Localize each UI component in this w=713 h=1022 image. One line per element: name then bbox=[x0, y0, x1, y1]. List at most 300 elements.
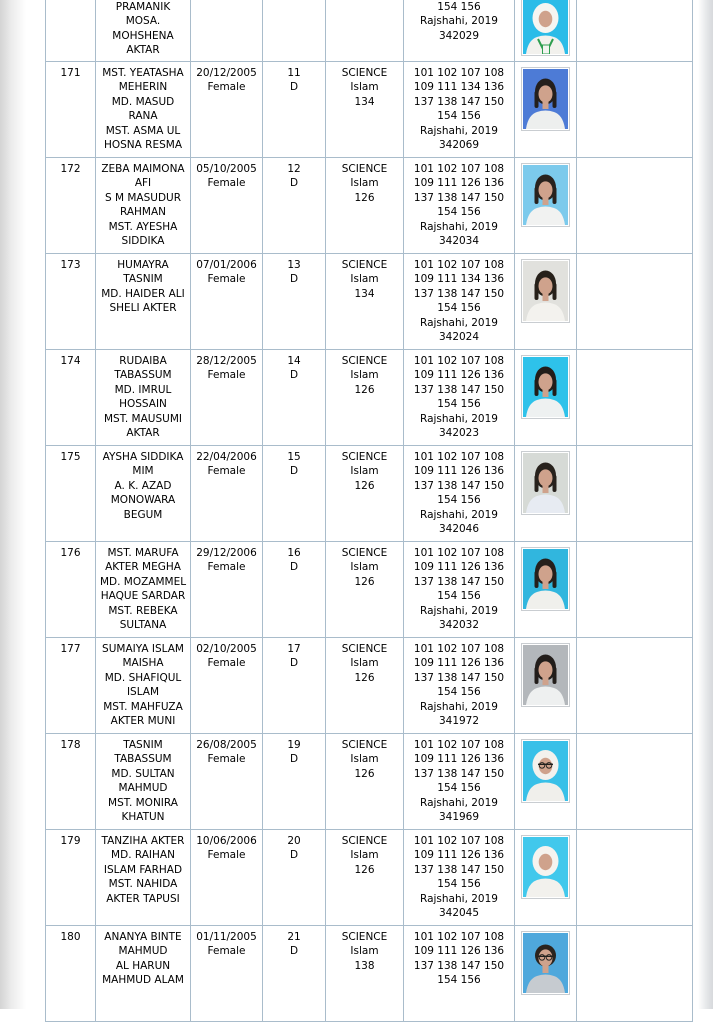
name-line: MST. MAHFUZA bbox=[103, 700, 183, 713]
student-photo bbox=[521, 451, 570, 515]
serial-number: 174 bbox=[60, 355, 81, 367]
subject-codes-line: 342034 bbox=[438, 235, 480, 248]
empty-cell bbox=[577, 0, 693, 62]
photo-cell bbox=[515, 542, 577, 638]
section: D bbox=[289, 81, 299, 94]
subjects-cell bbox=[404, 926, 515, 1022]
roll-section-cell bbox=[263, 638, 326, 734]
dob-gender-cell bbox=[191, 350, 263, 446]
subject-codes-line: 101 102 107 108 bbox=[413, 67, 505, 79]
roll-number: 16 bbox=[287, 547, 301, 559]
dob-gender-cell bbox=[191, 62, 263, 158]
group-name: SCIENCE bbox=[341, 355, 388, 367]
religion: Islam bbox=[350, 177, 379, 190]
group-cell bbox=[326, 350, 404, 446]
subject-codes-line: Rajshahi, 2019 bbox=[420, 15, 498, 28]
name-cell bbox=[96, 0, 191, 62]
subject-codes-line: 342023 bbox=[438, 427, 480, 440]
subjects-cell bbox=[404, 830, 515, 926]
subject-codes-line: Rajshahi, 2019 bbox=[420, 604, 498, 617]
subject-codes-line: 109 111 126 136 bbox=[413, 849, 505, 862]
empty-cell bbox=[577, 254, 693, 350]
subject-codes-line: 137 138 147 150 bbox=[413, 863, 505, 876]
date-of-birth: 07/01/2006 bbox=[196, 259, 257, 271]
gender: Female bbox=[207, 849, 246, 862]
serial-number: 172 bbox=[60, 163, 81, 175]
dob-gender-cell bbox=[191, 830, 263, 926]
subject-codes-line: 109 111 134 136 bbox=[413, 273, 505, 286]
subject-codes-line: 137 138 147 150 bbox=[413, 671, 505, 684]
name-line: MOSA. bbox=[125, 15, 161, 28]
subject-codes-line: Rajshahi, 2019 bbox=[420, 508, 498, 521]
group-name: SCIENCE bbox=[341, 451, 388, 463]
empty-cell bbox=[577, 542, 693, 638]
group-code: 126 bbox=[354, 767, 375, 780]
gender: Female bbox=[207, 561, 246, 574]
empty-cell bbox=[577, 830, 693, 926]
gender: Female bbox=[207, 369, 246, 382]
table-row bbox=[46, 734, 693, 830]
empty-cell bbox=[577, 158, 693, 254]
subject-codes-line: 137 138 147 150 bbox=[413, 95, 505, 108]
student-photo bbox=[521, 0, 570, 56]
name-line: RANA bbox=[128, 110, 158, 123]
table-row bbox=[46, 830, 693, 926]
section: D bbox=[289, 465, 299, 478]
roll-number: 20 bbox=[287, 835, 301, 847]
group-cell bbox=[326, 830, 404, 926]
name-line: MONOWARA bbox=[110, 494, 176, 507]
name-line: SHELI AKTER bbox=[109, 302, 177, 315]
name-cell bbox=[96, 926, 191, 1022]
gender: Female bbox=[207, 465, 246, 478]
table-row bbox=[46, 0, 693, 62]
roll-section-cell bbox=[263, 158, 326, 254]
subject-codes-line: 101 102 107 108 bbox=[413, 259, 505, 271]
photo-cell bbox=[515, 254, 577, 350]
name-line: MAISHA bbox=[122, 657, 164, 670]
photo-cell bbox=[515, 0, 577, 62]
table-row bbox=[46, 254, 693, 350]
name-line: SUMAIYA ISLAM bbox=[102, 643, 184, 655]
subject-codes-line: 154 156 bbox=[437, 686, 481, 699]
name-line: AKTER MEGHA bbox=[105, 561, 181, 574]
serial-number: 176 bbox=[60, 547, 81, 559]
photo-cell bbox=[515, 830, 577, 926]
name-line: MST. AYESHA bbox=[108, 220, 178, 233]
name-cell bbox=[96, 542, 191, 638]
roll-number: 11 bbox=[287, 67, 301, 79]
name-line: MD. RAIHAN bbox=[111, 849, 175, 862]
student-photo bbox=[521, 931, 570, 995]
name-line: ZEBA MAIMONA bbox=[101, 163, 185, 175]
section: D bbox=[289, 945, 299, 958]
subject-codes-line: 101 102 107 108 bbox=[413, 643, 505, 655]
name-line: MD. IMRUL bbox=[114, 383, 172, 396]
subject-codes-line: 109 111 126 136 bbox=[413, 369, 505, 382]
group-cell bbox=[326, 0, 404, 62]
religion: Islam bbox=[350, 945, 379, 958]
religion: Islam bbox=[350, 849, 379, 862]
serial-cell bbox=[46, 734, 96, 830]
empty-cell bbox=[577, 446, 693, 542]
photo-cell bbox=[515, 62, 577, 158]
photo-cell bbox=[515, 926, 577, 1022]
subject-codes-line: 342032 bbox=[438, 619, 480, 632]
serial-cell bbox=[46, 446, 96, 542]
subject-codes-line: 154 156 bbox=[437, 110, 481, 123]
name-line: TANZIHA AKTER bbox=[101, 835, 185, 847]
serial-cell bbox=[46, 158, 96, 254]
name-line: MST. REBEKA bbox=[108, 604, 178, 617]
roll-section-cell bbox=[263, 0, 326, 62]
subject-codes-line: 109 111 126 136 bbox=[413, 561, 505, 574]
subject-codes-line: 342069 bbox=[438, 139, 480, 152]
subject-codes-line: 341972 bbox=[438, 715, 480, 728]
empty-cell bbox=[577, 350, 693, 446]
serial-cell bbox=[46, 0, 96, 62]
name-line: PRAMANIK bbox=[115, 1, 171, 13]
subjects-cell bbox=[404, 734, 515, 830]
roll-section-cell bbox=[263, 254, 326, 350]
group-cell bbox=[326, 638, 404, 734]
student-photo bbox=[521, 739, 570, 803]
subject-codes-line: 101 102 107 108 bbox=[413, 835, 505, 847]
serial-number: 177 bbox=[60, 643, 81, 655]
name-line: TABASSUM bbox=[114, 369, 172, 382]
roll-section-cell bbox=[263, 734, 326, 830]
photo-cell bbox=[515, 446, 577, 542]
name-line: AKTER TAPUSI bbox=[106, 892, 180, 905]
section: D bbox=[289, 561, 299, 574]
religion: Islam bbox=[350, 465, 379, 478]
roll-number: 19 bbox=[287, 739, 301, 751]
subject-codes-line: 101 102 107 108 bbox=[413, 931, 505, 943]
page-left-shadow bbox=[0, 0, 26, 1009]
serial-number: 179 bbox=[60, 835, 81, 847]
group-code: 134 bbox=[354, 287, 375, 300]
name-line: AFI bbox=[134, 177, 152, 190]
roll-section-cell bbox=[263, 926, 326, 1022]
gender: Female bbox=[207, 177, 246, 190]
roll-number: 17 bbox=[287, 643, 301, 655]
group-code: 126 bbox=[354, 383, 375, 396]
section: D bbox=[289, 369, 299, 382]
group-name: SCIENCE bbox=[341, 835, 388, 847]
name-line: MST. YEATASHA bbox=[102, 67, 184, 79]
name-line: MIM bbox=[132, 465, 154, 478]
subject-codes-line: 137 138 147 150 bbox=[413, 287, 505, 300]
students-table bbox=[45, 0, 693, 1022]
empty-cell bbox=[577, 734, 693, 830]
section: D bbox=[289, 273, 299, 286]
group-code: 126 bbox=[354, 191, 375, 204]
roll-section-cell bbox=[263, 830, 326, 926]
name-line: AYSHA SIDDIKA bbox=[102, 451, 184, 463]
gender: Female bbox=[207, 273, 246, 286]
name-line: MOHSHENA bbox=[112, 29, 174, 42]
name-cell bbox=[96, 62, 191, 158]
student-photo bbox=[521, 643, 570, 707]
group-name: SCIENCE bbox=[341, 163, 388, 175]
group-name: SCIENCE bbox=[341, 67, 388, 79]
name-line: S M MASUDUR bbox=[104, 191, 182, 204]
gender: Female bbox=[207, 753, 246, 766]
photo-cell bbox=[515, 158, 577, 254]
name-line: HOSSAIN bbox=[119, 398, 167, 411]
group-cell bbox=[326, 254, 404, 350]
photo-cell bbox=[515, 734, 577, 830]
roll-number: 21 bbox=[287, 931, 301, 943]
roll-section-cell bbox=[263, 350, 326, 446]
subject-codes-line: Rajshahi, 2019 bbox=[420, 220, 498, 233]
group-name: SCIENCE bbox=[341, 259, 388, 271]
name-line: MST. MARUFA bbox=[107, 547, 179, 559]
roll-number: 15 bbox=[287, 451, 301, 463]
serial-number: 180 bbox=[60, 931, 81, 943]
subjects-cell bbox=[404, 542, 515, 638]
name-line: SIDDIKA bbox=[121, 235, 165, 248]
date-of-birth: 05/10/2005 bbox=[196, 163, 257, 175]
dob-gender-cell bbox=[191, 638, 263, 734]
group-cell bbox=[326, 926, 404, 1022]
group-code: 126 bbox=[354, 479, 375, 492]
section: D bbox=[289, 849, 299, 862]
subject-codes-line: 154 156 bbox=[437, 974, 481, 987]
date-of-birth: 28/12/2005 bbox=[196, 355, 257, 367]
religion: Islam bbox=[350, 369, 379, 382]
serial-number: 178 bbox=[60, 739, 81, 751]
subjects-cell bbox=[404, 350, 515, 446]
name-line: RAHMAN bbox=[119, 206, 167, 219]
subject-codes-line: 101 102 107 108 bbox=[413, 739, 505, 751]
subjects-cell bbox=[404, 638, 515, 734]
roll-number: 13 bbox=[287, 259, 301, 271]
subject-codes-line: 101 102 107 108 bbox=[413, 451, 505, 463]
date-of-birth: 26/08/2005 bbox=[196, 739, 257, 751]
name-line: MST. MONIRA bbox=[108, 796, 178, 809]
empty-cell bbox=[577, 926, 693, 1022]
group-cell bbox=[326, 734, 404, 830]
section: D bbox=[289, 753, 299, 766]
roll-section-cell bbox=[263, 542, 326, 638]
table-row bbox=[46, 446, 693, 542]
section: D bbox=[289, 177, 299, 190]
name-line: AL HARUN bbox=[115, 959, 171, 972]
name-line: AKTER MUNI bbox=[110, 715, 176, 728]
serial-cell bbox=[46, 926, 96, 1022]
subject-codes-line: 109 111 134 136 bbox=[413, 81, 505, 94]
student-photo bbox=[521, 547, 570, 611]
subject-codes-line: 342029 bbox=[438, 29, 480, 42]
subject-codes-line: 154 156 bbox=[437, 206, 481, 219]
table-row bbox=[46, 350, 693, 446]
subject-codes-line: 101 102 107 108 bbox=[413, 547, 505, 559]
name-line: ISLAM FARHAD bbox=[103, 863, 183, 876]
name-line: TABASSUM bbox=[114, 753, 172, 766]
subject-codes-line: 342024 bbox=[438, 331, 480, 344]
subject-codes-line: 154 156 bbox=[437, 302, 481, 315]
group-cell bbox=[326, 446, 404, 542]
dob-gender-cell bbox=[191, 446, 263, 542]
name-line: HUMAYRA bbox=[117, 259, 169, 271]
group-name: SCIENCE bbox=[341, 739, 388, 751]
name-line: SULTANA bbox=[119, 619, 167, 632]
subject-codes-line: 137 138 147 150 bbox=[413, 767, 505, 780]
group-name: SCIENCE bbox=[341, 643, 388, 655]
date-of-birth: 20/12/2005 bbox=[196, 67, 257, 79]
date-of-birth: 01/11/2005 bbox=[196, 931, 257, 943]
students-tbody bbox=[46, 0, 693, 1022]
date-of-birth: 29/12/2006 bbox=[196, 547, 257, 559]
subject-codes-line: 109 111 126 136 bbox=[413, 945, 505, 958]
name-line: ANANYA BINTE bbox=[104, 931, 182, 943]
table-row bbox=[46, 158, 693, 254]
subject-codes-line: Rajshahi, 2019 bbox=[420, 700, 498, 713]
subject-codes-line: Rajshahi, 2019 bbox=[420, 796, 498, 809]
report-page bbox=[45, 0, 693, 1022]
subject-codes-line: Rajshahi, 2019 bbox=[420, 124, 498, 137]
group-code: 134 bbox=[354, 95, 375, 108]
section: D bbox=[289, 657, 299, 670]
table-row bbox=[46, 638, 693, 734]
religion: Islam bbox=[350, 273, 379, 286]
subject-codes-line: 109 111 126 136 bbox=[413, 465, 505, 478]
name-line: KHATUN bbox=[121, 811, 165, 824]
empty-cell bbox=[577, 62, 693, 158]
serial-cell bbox=[46, 830, 96, 926]
name-line: MEHERIN bbox=[118, 81, 168, 94]
subject-codes-line: 101 102 107 108 bbox=[413, 355, 505, 367]
name-line: MST. ASMA UL bbox=[105, 124, 181, 137]
name-line: MST. MAUSUMI bbox=[103, 412, 182, 425]
date-of-birth: 10/06/2006 bbox=[196, 835, 257, 847]
group-cell bbox=[326, 542, 404, 638]
name-line: MST. NAHIDA bbox=[108, 878, 178, 891]
subject-codes-line: 137 138 147 150 bbox=[413, 479, 505, 492]
dob-gender-cell bbox=[191, 926, 263, 1022]
serial-number: 173 bbox=[60, 259, 81, 271]
name-line: HOSNA RESMA bbox=[103, 139, 183, 152]
dob-gender-cell bbox=[191, 0, 263, 62]
table-row bbox=[46, 926, 693, 1022]
subject-codes-line: 109 111 126 136 bbox=[413, 753, 505, 766]
group-name: SCIENCE bbox=[341, 547, 388, 559]
dob-gender-cell bbox=[191, 542, 263, 638]
name-line: MD. MASUD bbox=[111, 95, 175, 108]
subject-codes-line: 154 156 bbox=[437, 590, 481, 603]
group-code: 138 bbox=[354, 959, 375, 972]
name-cell bbox=[96, 830, 191, 926]
religion: Islam bbox=[350, 753, 379, 766]
subject-codes-line: Rajshahi, 2019 bbox=[420, 892, 498, 905]
table-row bbox=[46, 62, 693, 158]
subject-codes-line: 342046 bbox=[438, 523, 480, 536]
subject-codes-line: 109 111 126 136 bbox=[413, 657, 505, 670]
name-line: MD. SULTAN bbox=[111, 767, 175, 780]
date-of-birth: 02/10/2005 bbox=[196, 643, 257, 655]
name-line: MD. MOZAMMEL bbox=[99, 575, 187, 588]
name-line: TASNIM bbox=[123, 273, 163, 286]
date-of-birth: 22/04/2006 bbox=[196, 451, 257, 463]
student-photo bbox=[521, 67, 570, 131]
group-code: 126 bbox=[354, 863, 375, 876]
religion: Islam bbox=[350, 81, 379, 94]
subject-codes-line: 154 156 bbox=[437, 398, 481, 411]
name-cell bbox=[96, 158, 191, 254]
name-line: MAHMUD ALAM bbox=[102, 974, 184, 987]
serial-number: 171 bbox=[60, 67, 81, 79]
group-code: 126 bbox=[354, 671, 375, 684]
name-line: BEGUM bbox=[123, 508, 163, 521]
name-line: MAHMUD bbox=[118, 945, 168, 958]
name-line: RUDAIBA bbox=[119, 355, 167, 367]
religion: Islam bbox=[350, 657, 379, 670]
subject-codes-line: 154 156 bbox=[437, 494, 481, 507]
name-line: TASNIM bbox=[123, 739, 163, 751]
student-photo bbox=[521, 163, 570, 227]
name-cell bbox=[96, 734, 191, 830]
subject-codes-line: 342045 bbox=[438, 907, 480, 920]
subject-codes-line: Rajshahi, 2019 bbox=[420, 316, 498, 329]
subject-codes-line: 154 156 bbox=[437, 1, 481, 13]
name-line: AKTAR bbox=[126, 427, 160, 440]
student-photo bbox=[521, 835, 570, 899]
roll-number: 12 bbox=[287, 163, 301, 175]
serial-cell bbox=[46, 638, 96, 734]
name-line: AKTAR bbox=[126, 44, 160, 57]
name-cell bbox=[96, 350, 191, 446]
student-photo bbox=[521, 355, 570, 419]
serial-cell bbox=[46, 542, 96, 638]
roll-section-cell bbox=[263, 446, 326, 542]
dob-gender-cell bbox=[191, 158, 263, 254]
subject-codes-line: 137 138 147 150 bbox=[413, 383, 505, 396]
group-code: 126 bbox=[354, 575, 375, 588]
subject-codes-line: 101 102 107 108 bbox=[413, 163, 505, 175]
name-line: MAHMUD bbox=[118, 782, 168, 795]
subjects-cell bbox=[404, 158, 515, 254]
name-cell bbox=[96, 638, 191, 734]
name-line: MD. SHAFIQUL bbox=[104, 671, 182, 684]
subject-codes-line: 137 138 147 150 bbox=[413, 575, 505, 588]
group-cell bbox=[326, 158, 404, 254]
gender: Female bbox=[207, 945, 246, 958]
photo-cell bbox=[515, 638, 577, 734]
subjects-cell bbox=[404, 62, 515, 158]
gender: Female bbox=[207, 657, 246, 670]
subjects-cell bbox=[404, 254, 515, 350]
empty-cell bbox=[577, 638, 693, 734]
subject-codes-line: 341969 bbox=[438, 811, 480, 824]
subjects-cell bbox=[404, 0, 515, 62]
name-line: MD. HAIDER ALI bbox=[101, 287, 185, 300]
name-line: ISLAM bbox=[126, 686, 160, 699]
page-right-shadow bbox=[698, 0, 713, 1009]
serial-cell bbox=[46, 254, 96, 350]
name-line: HAQUE SARDAR bbox=[100, 590, 186, 603]
subjects-cell bbox=[404, 446, 515, 542]
subject-codes-line: 137 138 147 150 bbox=[413, 191, 505, 204]
table-row bbox=[46, 542, 693, 638]
group-name: SCIENCE bbox=[341, 931, 388, 943]
subject-codes-line: 154 156 bbox=[437, 878, 481, 891]
subject-codes-line: 154 156 bbox=[437, 782, 481, 795]
student-photo bbox=[521, 259, 570, 323]
name-cell bbox=[96, 446, 191, 542]
photo-cell bbox=[515, 350, 577, 446]
serial-cell bbox=[46, 350, 96, 446]
